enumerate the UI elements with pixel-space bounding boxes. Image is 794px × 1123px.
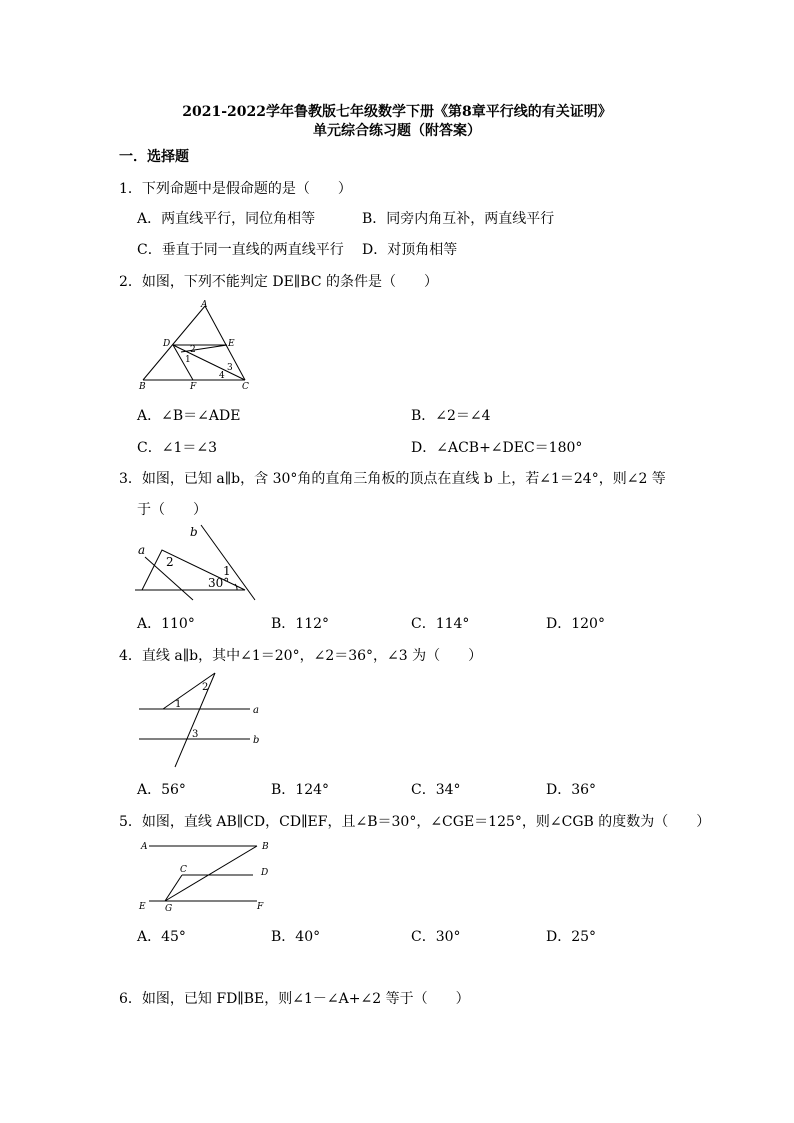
fig3-label-b: b (190, 525, 198, 539)
question-2-option-a: A．∠B＝∠ADE (137, 408, 241, 424)
question-1-option-d: D．对顶角相等 (362, 242, 458, 258)
question-4-option-c: C．34° (411, 782, 461, 798)
question-1-option-c: C．垂直于同一直线的两直线平行 (137, 242, 344, 258)
fig3-angle-1: 1 (223, 564, 231, 578)
fig2-angle-4: 4 (219, 371, 225, 381)
question-3-option-b: B．112° (271, 616, 330, 632)
question-5-figure (135, 838, 275, 918)
question-4-stem: 4．直线 a∥b，其中∠1＝20°，∠2＝36°，∠3 为（ ） (119, 648, 483, 664)
question-2-option-b: B．∠2＝∠4 (411, 408, 491, 424)
question-4-option-b: B．124° (271, 782, 330, 798)
question-5-option-b: B．40° (271, 929, 321, 945)
fig5-label-g: G (165, 904, 173, 914)
question-1-stem: 1．下列命题中是假命题的是（ ） (119, 181, 352, 197)
fig2-label-f: F (190, 382, 197, 392)
fig4-angle-2: 2 (202, 682, 209, 693)
question-5-option-d: D．25° (546, 929, 597, 945)
question-5-option-c: C．30° (411, 929, 461, 945)
fig2-label-b: B (139, 382, 146, 392)
question-3-option-d: D．120° (546, 616, 605, 632)
question-4-option-d: D．36° (546, 782, 597, 798)
question-4-figure (135, 668, 270, 768)
fig5-label-b: B (262, 842, 269, 852)
fig2-angle-1: 1 (185, 355, 191, 365)
fig5-label-c: C (180, 865, 187, 875)
question-3-stem-line2: 于（ ） (137, 502, 207, 518)
fig4-angle-1: 1 (175, 699, 182, 710)
question-5-option-a: A．45° (137, 929, 186, 945)
question-4-option-a: A．56° (137, 782, 186, 798)
question-6-stem: 6．如图，已知 FD∥BE，则∠1－∠A+∠2 等于（ ） (119, 991, 470, 1007)
question-2-figure (135, 300, 265, 395)
question-1-option-a: A．两直线平行，同位角相等 (137, 211, 316, 227)
fig2-label-a: A (201, 300, 208, 310)
document-title-line2: 单元综合练习题（附答案） (313, 123, 481, 139)
fig2-angle-3: 3 (227, 363, 233, 373)
question-2-stem: 2．如图，下列不能判定 DE∥BC 的条件是（ ） (119, 274, 438, 290)
fig2-label-e: E (228, 339, 235, 349)
fig5-label-a: A (141, 842, 148, 852)
document-title-line1: 2021-2022学年鲁教版七年级数学下册《第8章平行线的有关证明》 (182, 104, 612, 120)
question-3-option-a: A．110° (137, 616, 195, 632)
question-5-stem: 5．如图，直线 AB∥CD，CD∥EF，且∠B＝30°，∠CGE＝125°，则∠CGB 的度数为（ ） (119, 814, 711, 830)
fig3-angle-2: 2 (166, 555, 174, 569)
question-2-option-d: D．∠ACB+∠DEC＝180° (411, 440, 583, 456)
fig2-label-c: C (242, 382, 249, 392)
fig4-angle-3: 3 (192, 729, 199, 740)
question-3-figure (135, 520, 265, 605)
fig4-label-b: b (253, 735, 260, 746)
fig5-label-d: D (261, 868, 269, 878)
fig5-label-e: E (139, 902, 146, 912)
fig5-label-f: F (257, 902, 264, 912)
question-3-stem-line1: 3．如图，已知 a∥b，含 30°角的直角三角板的顶点在直线 b 上，若∠1＝24°，则∠2 等 (119, 471, 666, 487)
question-3-option-c: C．114° (411, 616, 470, 632)
question-2-option-c: C．∠1＝∠3 (137, 440, 217, 456)
section-heading: 一．选择题 (119, 149, 189, 165)
fig3-angle-30: 30° (208, 576, 230, 590)
fig2-label-d: D (163, 339, 171, 349)
question-1-option-b: B．同旁内角互补，两直线平行 (362, 211, 555, 227)
fig3-label-a: a (138, 543, 146, 557)
fig2-angle-2: 2 (190, 345, 196, 355)
fig4-label-a: a (253, 705, 259, 716)
